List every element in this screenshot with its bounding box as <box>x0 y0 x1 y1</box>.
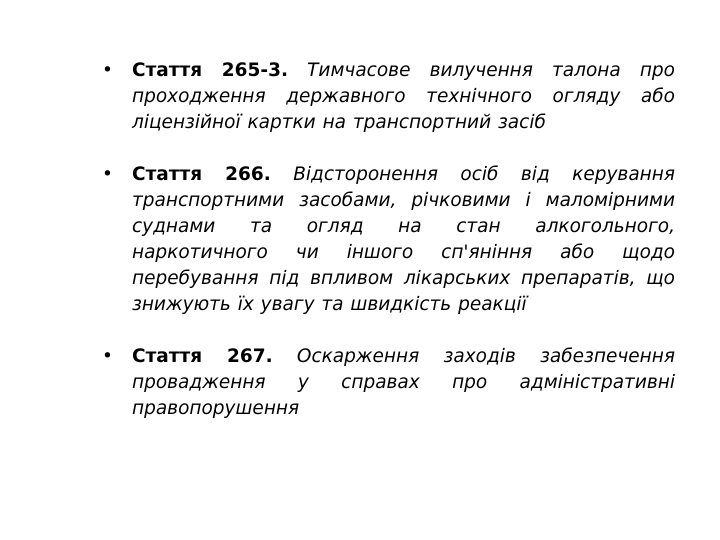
article-separator: . <box>280 60 288 81</box>
article-number: Стаття 267 <box>132 346 266 367</box>
article-item-266 <box>100 162 675 318</box>
bullet-icon: • <box>102 60 113 81</box>
article-text: Тимчасове вилучення талона про проходження державного технічного огляду або ліцензійної картки на транспортний засіб <box>132 60 675 133</box>
article-text: Відсторонення осіб від керування транспортними засобами, річковими і маломірними суднами та огляд на стан алкогольного, наркотичного чи іншого сп'яніння або щодо перебування під впливом лікарських препаратів, що знижують їх увагу та швидкість реакції <box>132 164 675 315</box>
article-number: Стаття 266 <box>132 164 264 185</box>
article-item-265-3 <box>100 58 675 136</box>
article-number: Стаття 265-3 <box>132 60 281 81</box>
article-separator: . <box>263 164 271 185</box>
article-text: Оскарження заходів забезпечення провадження у справах про адміністративні правопорушення <box>132 346 675 419</box>
article-item-267 <box>100 344 675 422</box>
bullet-icon: • <box>102 346 113 367</box>
bullet-icon: • <box>102 164 113 185</box>
article-list <box>100 58 675 448</box>
article-separator: . <box>265 346 273 367</box>
